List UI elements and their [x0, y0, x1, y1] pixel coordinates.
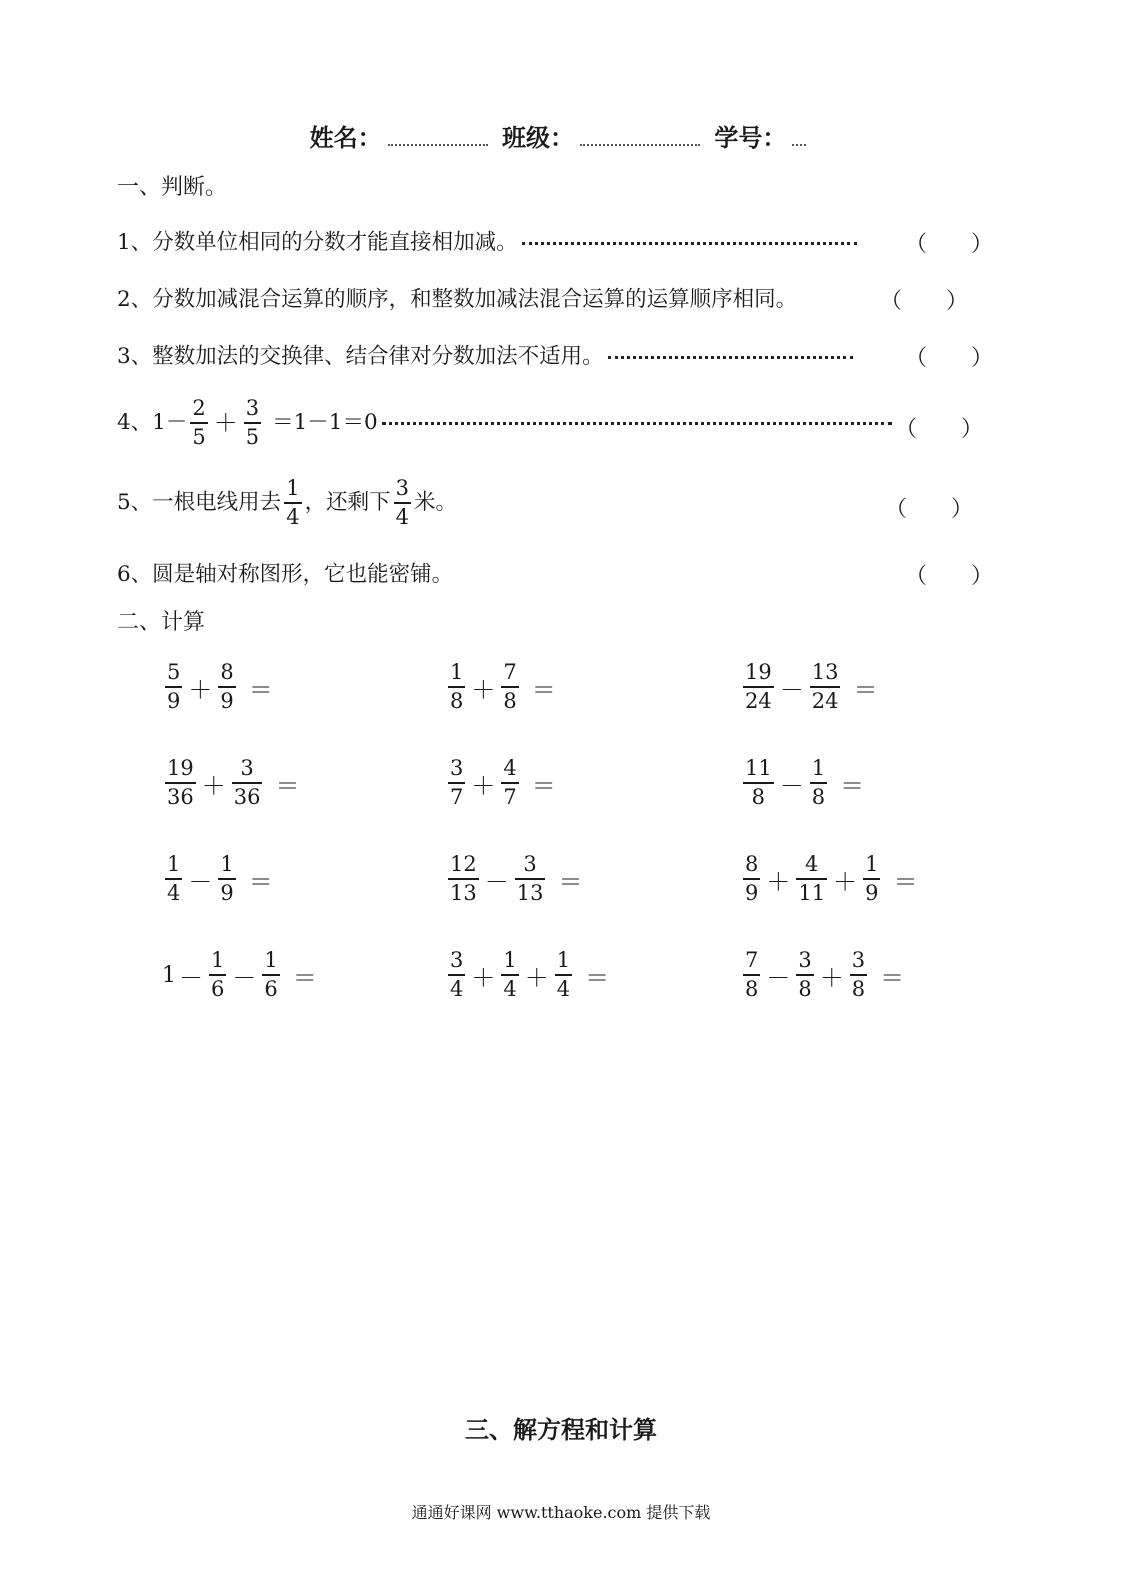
numerator: 1 [811, 756, 826, 780]
denominator: 8 [745, 977, 759, 1001]
calc-problem [162, 758, 299, 808]
numerator: 3 [245, 396, 260, 420]
denominator: 8 [751, 785, 766, 809]
fraction [262, 950, 279, 1000]
answer-parentheses: （ ） [880, 289, 969, 314]
operator: － [484, 867, 509, 896]
denominator: 36 [233, 785, 261, 809]
numerator: 3 [395, 476, 409, 500]
numerator: 1 [286, 476, 300, 500]
denominator: 9 [220, 689, 234, 713]
numerator: 3 [523, 852, 537, 876]
fraction [796, 854, 827, 904]
judge-item-text: 3、整数加法的交换律、结合律对分数加法不适用。 [117, 344, 604, 369]
id-label: 学号： [714, 124, 787, 152]
equals-sign: ＝ [880, 963, 905, 992]
equals-sign: ＝ [292, 963, 317, 992]
footer-watermark: 通通好课网 www.tthaoke.com 提供下载 [411, 1503, 711, 1522]
numerator: 4 [503, 756, 517, 780]
denominator: 4 [556, 977, 571, 1001]
fraction [394, 478, 411, 528]
leader-dots [382, 422, 892, 425]
fraction [501, 758, 518, 808]
operator: － [779, 771, 804, 800]
student-info-header [0, 118, 1122, 153]
operator: ＋ [213, 409, 238, 437]
numerator: 12 [450, 852, 477, 876]
calc-problem [162, 854, 273, 904]
denominator: 5 [245, 425, 260, 449]
denominator: 36 [167, 785, 194, 809]
judge-item-3 [117, 342, 857, 372]
equals-sign: ＝ [893, 867, 918, 896]
calc-problem [162, 950, 317, 1000]
fraction [448, 854, 479, 904]
operator: ＋ [524, 963, 549, 992]
operator: － [179, 963, 203, 992]
denominator: 7 [450, 785, 464, 809]
numerator: 1 [503, 948, 517, 972]
fraction [232, 758, 263, 808]
item-suffix: 米。 [413, 490, 457, 515]
equals-sign: ＝ [558, 867, 583, 896]
operator: － [766, 963, 791, 992]
equals-sign: ＝ [853, 675, 878, 704]
denominator: 9 [220, 881, 234, 905]
calc-problem [740, 950, 904, 1000]
denominator: 9 [167, 689, 181, 713]
fraction [165, 758, 196, 808]
denominator: 8 [798, 977, 812, 1001]
calc-problem [740, 662, 877, 712]
judge-item-2 [117, 285, 797, 315]
operator: ＋ [201, 771, 226, 800]
denominator: 4 [167, 881, 181, 905]
calc-problem [445, 758, 556, 808]
class-label: 班级： [502, 124, 574, 152]
denominator: 8 [503, 689, 517, 713]
fraction [501, 950, 518, 1000]
numerator: 3 [798, 948, 812, 972]
numerator: 7 [503, 660, 517, 684]
denominator: 4 [286, 505, 300, 529]
fraction [743, 950, 760, 1000]
id-blank [792, 140, 806, 146]
fraction [743, 662, 774, 712]
fraction [515, 854, 546, 904]
fraction [555, 950, 572, 1000]
fraction [284, 478, 301, 528]
numerator: 19 [167, 756, 194, 780]
numerator: 1 [865, 852, 879, 876]
numerator: 3 [240, 756, 254, 780]
numerator: 1 [450, 660, 464, 684]
judge-item-text: 2、分数加减混合运算的顺序，和整数加减法混合运算的运算顺序相同。 [117, 287, 798, 312]
section-1-title: 一、判断。 [117, 175, 228, 200]
equals-sign: ＝ [275, 771, 300, 800]
operator: ＋ [471, 963, 496, 992]
operator: ＋ [471, 675, 496, 704]
leader-dots [608, 356, 853, 359]
calc-problem [162, 662, 273, 712]
item-prefix: 5、一根电线用去 [117, 490, 282, 515]
operator: ＋ [471, 771, 496, 800]
equals-sign: ＝ [531, 771, 556, 800]
judge-item-5 [117, 478, 457, 528]
denominator: 5 [192, 425, 206, 449]
answer-parentheses: （ ） [895, 417, 984, 442]
numerator: 1 [264, 948, 278, 972]
operator: ＋ [766, 867, 791, 896]
fraction [743, 758, 774, 808]
answer-parentheses: （ ） [885, 497, 974, 522]
denominator: 24 [745, 689, 772, 713]
judge-item-text: 6、圆是轴对称图形，它也能密铺。 [117, 562, 454, 587]
operator: － [779, 675, 804, 704]
fraction [165, 662, 182, 712]
denominator: 4 [395, 505, 409, 529]
equals-sign: ＝ [840, 771, 865, 800]
denominator: 24 [811, 689, 839, 713]
numerator: 3 [450, 756, 464, 780]
denominator: 4 [450, 977, 464, 1001]
numerator: 11 [745, 756, 772, 780]
fraction [218, 854, 235, 904]
calc-problem [445, 662, 556, 712]
judge-item-4 [117, 398, 896, 448]
fraction [448, 758, 465, 808]
fraction [190, 398, 207, 448]
calc-problem [740, 758, 864, 808]
fraction [209, 950, 226, 1000]
operator: ＋ [833, 867, 858, 896]
numerator: 3 [851, 948, 866, 972]
numerator: 19 [745, 660, 772, 684]
fraction [448, 662, 465, 712]
fraction [850, 950, 867, 1000]
numerator: 5 [167, 660, 181, 684]
equals-sign: ＝ [248, 675, 273, 704]
denominator: 8 [811, 785, 826, 809]
class-blank [580, 140, 700, 146]
answer-parentheses: （ ） [905, 564, 994, 589]
numerator: 1 [167, 852, 181, 876]
fraction [501, 662, 518, 712]
whole-number: 1 [162, 962, 176, 988]
denominator: 6 [264, 977, 278, 1001]
fraction [863, 854, 880, 904]
numerator: 1 [211, 948, 225, 972]
denominator: 11 [798, 881, 826, 905]
fraction [448, 950, 465, 1000]
equals-sign: ＝ [248, 867, 273, 896]
denominator: 8 [450, 689, 464, 713]
denominator: 13 [516, 881, 544, 905]
equals-sign: ＝ [531, 675, 556, 704]
answer-parentheses: （ ） [905, 346, 994, 371]
section-3-title: 三、解方程和计算 [465, 1416, 657, 1444]
numerator: 8 [745, 852, 759, 876]
item-prefix: 4、1－ [117, 410, 188, 435]
numerator: 1 [556, 948, 571, 972]
denominator: 9 [865, 881, 879, 905]
numerator: 13 [811, 660, 839, 684]
denominator: 8 [851, 977, 866, 1001]
fraction [810, 758, 827, 808]
section-2-title: 二、计算 [117, 610, 206, 635]
fraction [244, 398, 261, 448]
denominator: 4 [503, 977, 517, 1001]
fraction [810, 662, 841, 712]
operator: ＋ [819, 963, 844, 992]
numerator: 7 [745, 948, 759, 972]
fraction [743, 854, 760, 904]
numerator: 4 [805, 852, 819, 876]
fraction [796, 950, 813, 1000]
judge-item-1 [117, 228, 861, 258]
operator: － [232, 963, 257, 992]
fraction [165, 854, 182, 904]
numerator: 2 [192, 396, 206, 420]
operator: ＋ [188, 675, 213, 704]
name-label: 姓名： [309, 124, 382, 152]
item-mid: ，还剩下 [304, 490, 391, 515]
item-suffix: ＝1－1＝0 [272, 410, 378, 435]
judge-item-text: 1、分数单位相同的分数才能直接相加减。 [117, 230, 518, 255]
calc-problem [445, 950, 609, 1000]
denominator: 9 [745, 881, 759, 905]
answer-parentheses: （ ） [905, 232, 994, 257]
denominator: 7 [503, 785, 517, 809]
numerator: 3 [450, 948, 464, 972]
fraction [218, 662, 235, 712]
name-blank [388, 140, 488, 146]
denominator: 6 [211, 977, 225, 1001]
leader-dots [522, 242, 857, 245]
equals-sign: ＝ [585, 963, 610, 992]
calc-problem [740, 854, 917, 904]
judge-item-6 [117, 560, 453, 590]
numerator: 1 [220, 852, 234, 876]
operator: － [188, 867, 213, 896]
calc-problem [445, 854, 582, 904]
numerator: 8 [220, 660, 234, 684]
denominator: 13 [450, 881, 477, 905]
